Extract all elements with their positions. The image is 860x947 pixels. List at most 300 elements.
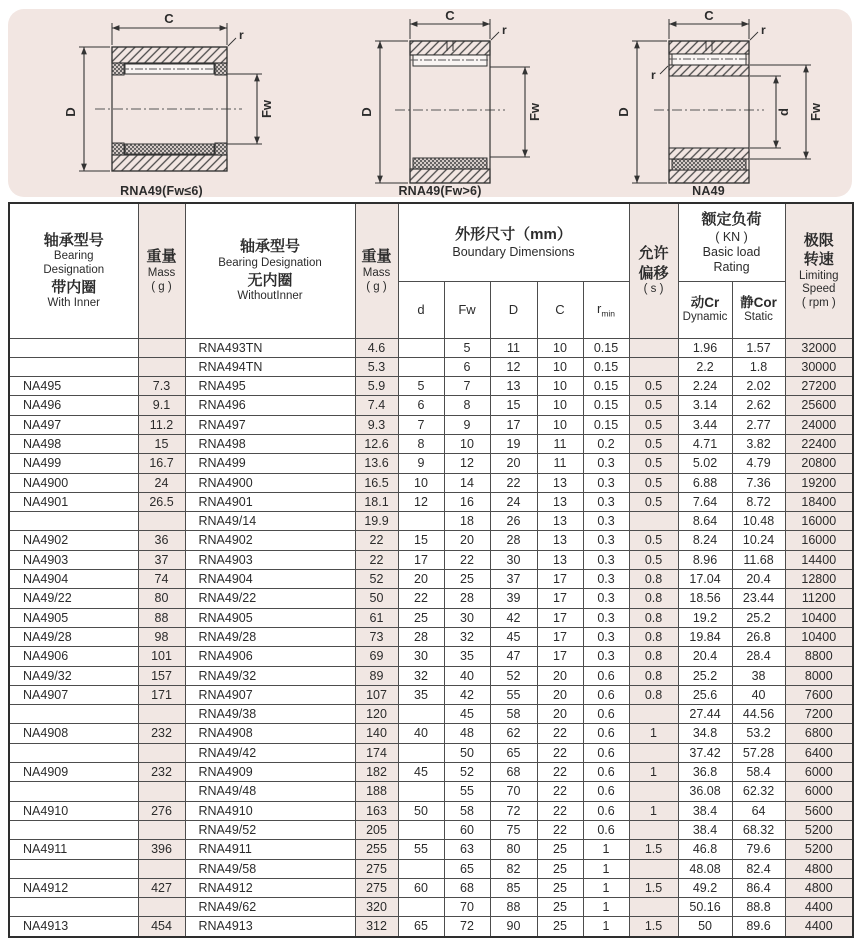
misalignment-s-cell: 0.8	[629, 608, 678, 627]
limiting-speed-cell: 8000	[785, 666, 853, 685]
header-with-inner-en1: Bearing	[53, 250, 94, 263]
table-row	[9, 685, 853, 704]
dim-fw-cell: 25	[444, 570, 490, 589]
dim-outer-d-cell: 19	[490, 434, 537, 453]
mass-with-inner-cell	[138, 859, 185, 878]
header-load-unit: ( KN )	[715, 229, 748, 244]
dim-rmin-cell: 0.3	[583, 608, 629, 627]
static-cor-cell: 1.57	[732, 338, 785, 357]
limiting-speed-cell: 20800	[785, 454, 853, 473]
dim-rmin-cell: 0.6	[583, 705, 629, 724]
dim-c-cell: 25	[537, 898, 583, 917]
header-dim-outer-d	[490, 281, 537, 338]
header-load-en1: Basic load	[702, 244, 761, 259]
dim-fw-cell: 7	[444, 377, 490, 396]
mass-with-inner-cell: 101	[138, 647, 185, 666]
mass-without-inner-cell: 320	[355, 898, 398, 917]
table-row	[9, 801, 853, 820]
dim-c-cell: 10	[537, 357, 583, 376]
static-cor-cell: 1.8	[732, 357, 785, 376]
rna-designation-cell: RNA4904	[185, 570, 355, 589]
dim-label-d-outer: D	[62, 107, 78, 117]
mass-without-inner-cell: 9.3	[355, 415, 398, 434]
dim-fw-cell: 50	[444, 743, 490, 762]
limiting-speed-cell: 7600	[785, 685, 853, 704]
dim-outer-d-cell: 62	[490, 724, 537, 743]
diagram-caption: RNA49(Fw>6)	[398, 184, 482, 198]
dim-outer-d-cell: 52	[490, 666, 537, 685]
na-designation-cell	[9, 357, 138, 376]
static-cor-cell: 40	[732, 685, 785, 704]
static-cor-cell: 8.72	[732, 492, 785, 511]
dim-rmin-cell: 0.3	[583, 570, 629, 589]
mass-with-inner-cell: 157	[138, 666, 185, 685]
header-mass-without-inner	[355, 203, 398, 338]
limiting-speed-cell: 32000	[785, 338, 853, 357]
mass-with-inner-cell: 15	[138, 434, 185, 453]
dim-outer-d-cell: 13	[490, 377, 537, 396]
static-cor-cell: 86.4	[732, 878, 785, 897]
limiting-speed-cell: 25600	[785, 396, 853, 415]
static-cor-cell: 38	[732, 666, 785, 685]
rna-designation-cell: RNA49/28	[185, 627, 355, 646]
mass-with-inner-cell: 36	[138, 531, 185, 550]
static-cor-cell: 64	[732, 801, 785, 820]
table-row	[9, 878, 853, 897]
dim-outer-d-cell: 80	[490, 840, 537, 859]
header-with-inner-en3: With Inner	[47, 297, 100, 310]
limiting-speed-cell: 4400	[785, 917, 853, 937]
header-with-inner-zh: 轴承型号	[43, 231, 104, 249]
mass-without-inner-cell: 19.9	[355, 512, 398, 531]
mass-with-inner-cell: 9.1	[138, 396, 185, 415]
rna-designation-cell: RNA49/42	[185, 743, 355, 762]
mass-without-inner-cell: 174	[355, 743, 398, 762]
limiting-speed-cell: 10400	[785, 608, 853, 627]
mass-without-inner-cell: 140	[355, 724, 398, 743]
header-rmin-sub: min	[601, 308, 616, 319]
mass-with-inner-cell	[138, 338, 185, 357]
misalignment-s-cell	[629, 743, 678, 762]
dim-fw-cell: 22	[444, 550, 490, 569]
header-without-inner-en1: Bearing Designation	[218, 256, 322, 269]
table-row	[9, 898, 853, 917]
dim-rmin-cell: 0.6	[583, 763, 629, 782]
dim-rmin-cell: 0.6	[583, 782, 629, 801]
table-row	[9, 570, 853, 589]
dim-d-cell: 25	[398, 608, 444, 627]
dim-c-cell: 13	[537, 550, 583, 569]
header-mass-unit: ( g )	[366, 280, 387, 293]
header-dim-fw-label: Fw	[458, 301, 476, 317]
dim-d-cell	[398, 338, 444, 357]
na-designation-cell: NA498	[9, 434, 138, 453]
dim-d-cell: 20	[398, 570, 444, 589]
na-designation-cell: NA49/22	[9, 589, 138, 608]
dim-outer-d-cell: 22	[490, 473, 537, 492]
dim-label-fw: Fw	[527, 102, 542, 122]
header-speed-unit: ( rpm )	[801, 297, 836, 310]
mass-without-inner-cell: 188	[355, 782, 398, 801]
misalignment-s-cell: 0.5	[629, 434, 678, 453]
dim-fw-cell: 48	[444, 724, 490, 743]
dim-outer-d-cell: 45	[490, 627, 537, 646]
mass-with-inner-cell	[138, 820, 185, 839]
dim-c-cell: 25	[537, 840, 583, 859]
limiting-speed-cell: 5200	[785, 840, 853, 859]
header-mass-en: Mass	[362, 266, 391, 279]
limiting-speed-cell: 11200	[785, 589, 853, 608]
static-cor-cell: 53.2	[732, 724, 785, 743]
static-cor-cell: 11.68	[732, 550, 785, 569]
dim-outer-d-cell: 37	[490, 570, 537, 589]
diagram-band	[8, 9, 852, 197]
misalignment-s-cell: 1	[629, 724, 678, 743]
table-row	[9, 434, 853, 453]
dim-d-cell	[398, 512, 444, 531]
mass-without-inner-cell: 205	[355, 820, 398, 839]
header-speed-en2: Speed	[802, 283, 836, 296]
misalignment-s-cell: 0.8	[629, 589, 678, 608]
dim-outer-d-cell: 12	[490, 357, 537, 376]
bearing-cross-section-drawing	[315, 11, 565, 189]
dim-c-cell: 11	[537, 454, 583, 473]
header-mass-en: Mass	[147, 266, 176, 279]
table-row	[9, 377, 853, 396]
dim-outer-d-cell: 15	[490, 396, 537, 415]
table-row	[9, 550, 853, 569]
header-speed-zh1: 极限	[803, 231, 834, 249]
dynamic-cr-cell: 6.88	[678, 473, 732, 492]
static-cor-cell: 10.24	[732, 531, 785, 550]
mass-with-inner-cell: 16.7	[138, 454, 185, 473]
dynamic-cr-cell: 25.6	[678, 685, 732, 704]
static-cor-cell: 2.62	[732, 396, 785, 415]
mass-without-inner-cell: 61	[355, 608, 398, 627]
dim-fw-cell: 42	[444, 685, 490, 704]
mass-without-inner-cell: 275	[355, 859, 398, 878]
rna-designation-cell: RNA4901	[185, 492, 355, 511]
dim-rmin-cell: 0.6	[583, 743, 629, 762]
static-cor-cell: 57.28	[732, 743, 785, 762]
na-designation-cell: NA4905	[9, 608, 138, 627]
mass-with-inner-cell: 427	[138, 878, 185, 897]
dim-outer-d-cell: 82	[490, 859, 537, 878]
header-with-inner-en2: Designation	[43, 263, 105, 276]
dim-fw-cell: 40	[444, 666, 490, 685]
dim-c-cell: 25	[537, 878, 583, 897]
mass-without-inner-cell: 255	[355, 840, 398, 859]
dim-d-cell	[398, 820, 444, 839]
mass-with-inner-cell: 232	[138, 763, 185, 782]
dynamic-cr-cell: 50.16	[678, 898, 732, 917]
dim-c-cell: 22	[537, 820, 583, 839]
rna-designation-cell: RNA4911	[185, 840, 355, 859]
header-with-inner-zh2: 带内圈	[51, 278, 97, 296]
static-cor-cell: 7.36	[732, 473, 785, 492]
header-misalignment	[629, 203, 678, 338]
mass-with-inner-cell: 276	[138, 801, 185, 820]
na-designation-cell: NA497	[9, 415, 138, 434]
dynamic-cr-cell: 3.44	[678, 415, 732, 434]
rna-designation-cell: RNA4905	[185, 608, 355, 627]
rna-designation-cell: RNA498	[185, 434, 355, 453]
header-dim-d-label: d	[417, 301, 425, 317]
limiting-speed-cell: 7200	[785, 705, 853, 724]
na-designation-cell: NA4904	[9, 570, 138, 589]
header-basic-load-rating	[678, 203, 785, 281]
table-row	[9, 666, 853, 685]
dim-d-cell	[398, 743, 444, 762]
dim-fw-cell: 12	[444, 454, 490, 473]
dynamic-cr-cell: 7.64	[678, 492, 732, 511]
limiting-speed-cell: 6800	[785, 724, 853, 743]
dynamic-cr-cell: 37.42	[678, 743, 732, 762]
dim-rmin-cell: 1	[583, 898, 629, 917]
mass-without-inner-cell: 182	[355, 763, 398, 782]
table-row	[9, 705, 853, 724]
bearing-diagram-rna49-fw-gt-6	[315, 11, 565, 198]
mass-with-inner-cell: 454	[138, 917, 185, 937]
dynamic-cr-cell: 20.4	[678, 647, 732, 666]
dim-fw-cell: 28	[444, 589, 490, 608]
dim-d-cell: 9	[398, 454, 444, 473]
dim-d-cell: 65	[398, 917, 444, 937]
header-rmin-base: r	[596, 300, 602, 316]
table-row	[9, 820, 853, 839]
dim-d-cell: 7	[398, 415, 444, 434]
mass-without-inner-cell: 120	[355, 705, 398, 724]
dim-rmin-cell: 0.6	[583, 801, 629, 820]
dim-c-cell: 17	[537, 589, 583, 608]
dim-c-cell: 20	[537, 666, 583, 685]
header-static-cor	[732, 281, 785, 338]
dim-c-cell: 22	[537, 782, 583, 801]
rna-designation-cell: RNA49/48	[185, 782, 355, 801]
table-row	[9, 454, 853, 473]
rna-designation-cell: RNA4900	[185, 473, 355, 492]
table-row	[9, 589, 853, 608]
misalignment-s-cell	[629, 338, 678, 357]
dim-c-cell: 10	[537, 415, 583, 434]
limiting-speed-cell: 12800	[785, 570, 853, 589]
header-dim-outer-d-label: D	[508, 301, 519, 317]
mass-with-inner-cell	[138, 512, 185, 531]
mass-with-inner-cell: 11.2	[138, 415, 185, 434]
limiting-speed-cell: 14400	[785, 550, 853, 569]
limiting-speed-cell: 18400	[785, 492, 853, 511]
table-row	[9, 724, 853, 743]
static-cor-cell: 88.8	[732, 898, 785, 917]
static-cor-cell: 68.32	[732, 820, 785, 839]
dynamic-cr-cell: 4.71	[678, 434, 732, 453]
dynamic-cr-cell: 5.02	[678, 454, 732, 473]
na-designation-cell: NA4913	[9, 917, 138, 937]
header-static-zh: 静Cor	[740, 294, 777, 310]
na-designation-cell: NA495	[9, 377, 138, 396]
dim-fw-cell: 9	[444, 415, 490, 434]
dim-outer-d-cell: 85	[490, 878, 537, 897]
dynamic-cr-cell: 25.2	[678, 666, 732, 685]
dim-outer-d-cell: 39	[490, 589, 537, 608]
dim-c-cell: 22	[537, 763, 583, 782]
dim-rmin-cell: 0.15	[583, 377, 629, 396]
na-designation-cell: NA4902	[9, 531, 138, 550]
dynamic-cr-cell: 38.4	[678, 820, 732, 839]
dim-rmin-cell: 1	[583, 917, 629, 937]
limiting-speed-cell: 16000	[785, 531, 853, 550]
dynamic-cr-cell: 27.44	[678, 705, 732, 724]
dim-outer-d-cell: 17	[490, 415, 537, 434]
misalignment-s-cell: 0.5	[629, 492, 678, 511]
static-cor-cell: 79.6	[732, 840, 785, 859]
dim-label-d-bore: d	[775, 108, 791, 116]
mass-with-inner-cell: 98	[138, 627, 185, 646]
bearing-diagram-na49	[574, 11, 844, 198]
header-boundary-dimensions	[398, 203, 629, 281]
rna-designation-cell: RNA49/38	[185, 705, 355, 724]
table-row	[9, 859, 853, 878]
header-dim-c-label: C	[555, 301, 565, 317]
rna-designation-cell: RNA495	[185, 377, 355, 396]
bearing-table-body	[9, 338, 853, 937]
mass-without-inner-cell: 73	[355, 627, 398, 646]
dim-c-cell: 13	[537, 492, 583, 511]
dynamic-cr-cell: 19.2	[678, 608, 732, 627]
mass-with-inner-cell: 80	[138, 589, 185, 608]
rna-designation-cell: RNA497	[185, 415, 355, 434]
na-designation-cell: NA4900	[9, 473, 138, 492]
rna-designation-cell: RNA49/22	[185, 589, 355, 608]
limiting-speed-cell: 5200	[785, 820, 853, 839]
mass-with-inner-cell: 37	[138, 550, 185, 569]
limiting-speed-cell: 4400	[785, 898, 853, 917]
header-dynamic-zh: 动Cr	[690, 294, 720, 310]
limiting-speed-cell: 30000	[785, 357, 853, 376]
na-designation-cell: NA4911	[9, 840, 138, 859]
mass-without-inner-cell: 4.6	[355, 338, 398, 357]
rna-designation-cell: RNA4913	[185, 917, 355, 937]
dim-fw-cell: 63	[444, 840, 490, 859]
dim-d-cell: 12	[398, 492, 444, 511]
dim-c-cell: 13	[537, 473, 583, 492]
dim-c-cell: 17	[537, 608, 583, 627]
header-mass-zh: 重量	[361, 248, 392, 266]
limiting-speed-cell: 6400	[785, 743, 853, 762]
rna-designation-cell: RNA49/52	[185, 820, 355, 839]
misalignment-s-cell: 1.5	[629, 917, 678, 937]
dim-rmin-cell: 0.6	[583, 666, 629, 685]
rna-designation-cell: RNA4906	[185, 647, 355, 666]
dim-c-cell: 10	[537, 396, 583, 415]
dim-outer-d-cell: 26	[490, 512, 537, 531]
dim-c-cell: 11	[537, 434, 583, 453]
dim-outer-d-cell: 11	[490, 338, 537, 357]
dim-rmin-cell: 0.3	[583, 589, 629, 608]
dim-fw-cell: 14	[444, 473, 490, 492]
na-designation-cell: NA499	[9, 454, 138, 473]
dim-rmin-cell: 0.3	[583, 627, 629, 646]
mass-with-inner-cell	[138, 357, 185, 376]
misalignment-s-cell: 1	[629, 763, 678, 782]
dim-fw-cell: 52	[444, 763, 490, 782]
na-designation-cell	[9, 743, 138, 762]
dim-c-cell: 25	[537, 917, 583, 937]
mass-with-inner-cell: 7.3	[138, 377, 185, 396]
header-without-inner-zh: 轴承型号	[239, 238, 300, 256]
mass-without-inner-cell: 163	[355, 801, 398, 820]
na-designation-cell: NA4901	[9, 492, 138, 511]
table-row	[9, 357, 853, 376]
dim-fw-cell: 58	[444, 801, 490, 820]
mass-without-inner-cell: 69	[355, 647, 398, 666]
dim-d-cell: 60	[398, 878, 444, 897]
misalignment-s-cell: 1.5	[629, 878, 678, 897]
mass-with-inner-cell: 88	[138, 608, 185, 627]
na-designation-cell	[9, 898, 138, 917]
static-cor-cell: 2.77	[732, 415, 785, 434]
dynamic-cr-cell: 17.04	[678, 570, 732, 589]
na-designation-cell: NA4909	[9, 763, 138, 782]
misalignment-s-cell: 0.8	[629, 570, 678, 589]
table-row	[9, 917, 853, 937]
dim-c-cell: 20	[537, 685, 583, 704]
dim-fw-cell: 65	[444, 859, 490, 878]
dim-c-cell: 17	[537, 627, 583, 646]
static-cor-cell: 44.56	[732, 705, 785, 724]
mass-without-inner-cell: 89	[355, 666, 398, 685]
dim-rmin-cell: 0.3	[583, 492, 629, 511]
static-cor-cell: 89.6	[732, 917, 785, 937]
table-row	[9, 647, 853, 666]
mass-with-inner-cell	[138, 782, 185, 801]
misalignment-s-cell: 0.8	[629, 685, 678, 704]
header-mass-zh: 重量	[146, 248, 177, 266]
dim-rmin-cell: 0.3	[583, 454, 629, 473]
limiting-speed-cell: 16000	[785, 512, 853, 531]
dim-fw-cell: 55	[444, 782, 490, 801]
na-designation-cell: NA4908	[9, 724, 138, 743]
dynamic-cr-cell: 3.14	[678, 396, 732, 415]
rna-designation-cell: RNA4909	[185, 763, 355, 782]
limiting-speed-cell: 4800	[785, 878, 853, 897]
table-row	[9, 512, 853, 531]
dynamic-cr-cell: 34.8	[678, 724, 732, 743]
dim-outer-d-cell: 42	[490, 608, 537, 627]
dim-fw-cell: 10	[444, 434, 490, 453]
rna-designation-cell: RNA4910	[185, 801, 355, 820]
na-designation-cell	[9, 705, 138, 724]
dim-c-cell: 25	[537, 859, 583, 878]
header-mass-unit: ( g )	[151, 280, 172, 293]
dim-c-cell: 22	[537, 801, 583, 820]
mass-with-inner-cell: 74	[138, 570, 185, 589]
mass-with-inner-cell: 232	[138, 724, 185, 743]
bearing-cross-section-drawing	[17, 11, 307, 189]
dim-fw-cell: 16	[444, 492, 490, 511]
mass-with-inner-cell: 26.5	[138, 492, 185, 511]
rna-designation-cell: RNA4908	[185, 724, 355, 743]
dim-fw-cell: 8	[444, 396, 490, 415]
na-designation-cell: NA496	[9, 396, 138, 415]
header-without-inner-en2: WithoutInner	[237, 290, 303, 303]
dynamic-cr-cell: 2.2	[678, 357, 732, 376]
mass-without-inner-cell: 275	[355, 878, 398, 897]
limiting-speed-cell: 24000	[785, 415, 853, 434]
static-cor-cell: 26.8	[732, 627, 785, 646]
dim-label-c: C	[445, 11, 455, 23]
dim-fw-cell: 60	[444, 820, 490, 839]
